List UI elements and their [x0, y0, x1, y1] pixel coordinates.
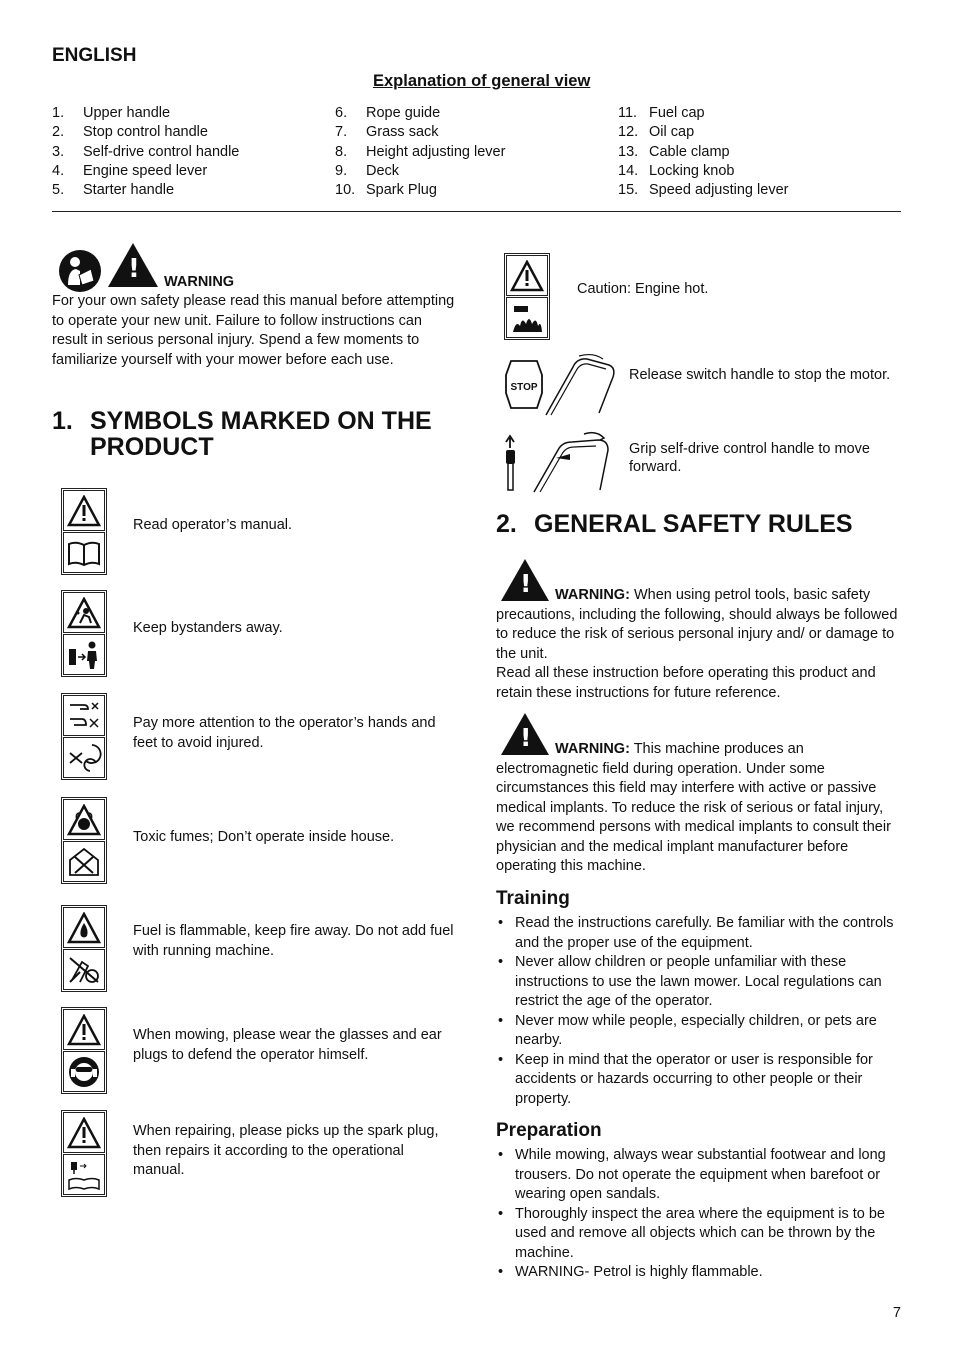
- section2-title: 2. GENERAL SAFETY RULES: [496, 510, 853, 538]
- warning-icon: [506, 255, 548, 296]
- warning-label: WARNING: [164, 274, 235, 290]
- warning-icon: [63, 490, 105, 531]
- hot-surface-text: Caution: Engine hot.: [577, 281, 709, 297]
- part-item: 15. Speed adjusting lever: [618, 182, 789, 199]
- intro-warning-text: For your own safety please read this manual before attempting to operate your new unit. Failure to follow instructions can result in serious personal injury. Spend a few moments to familiarize yourself with your mower before each use.: [52, 293, 455, 368]
- training-list: [496, 914, 901, 1109]
- symbol-box: [61, 488, 107, 575]
- part-item: 2. Stop control handle: [52, 124, 208, 141]
- list-item: • Read the instructions carefully. Be familiar with the controls and the proper use of the equipment.: [496, 914, 901, 953]
- part-item: 1. Upper handle: [52, 105, 171, 121]
- rotating-blade-icon: [63, 737, 105, 778]
- preparation-heading: Preparation: [496, 1120, 602, 1141]
- flying-debris-icon: [63, 592, 105, 633]
- list-item: • Never allow children or people unfamiliar with these instructions to use the lawn mower. Local regulations can restrict the age of the operator.: [496, 953, 901, 1012]
- language-heading: ENGLISH: [52, 45, 137, 66]
- book-icon: [63, 532, 105, 573]
- symbol-box: [61, 1110, 107, 1197]
- part-item: 10. Spark Plug: [335, 182, 437, 199]
- warning-icon: [63, 1112, 105, 1153]
- toxic-fumes-icon: [63, 799, 105, 840]
- hand-foot-icon: [63, 695, 105, 736]
- symbol-description: Read operator’s manual.: [133, 517, 293, 533]
- list-item: • Keep in mind that the operator or user is responsible for accidents or hazards occurring to other people or their property.: [496, 1051, 901, 1110]
- symbol-box: [61, 905, 107, 992]
- list-item: • WARNING- Petrol is highly flammable.: [496, 1263, 901, 1283]
- stop-handle-text: Release switch handle to stop the motor.: [629, 367, 891, 383]
- part-item: 4. Engine speed lever: [52, 162, 208, 179]
- part-item: 3. Self-drive control handle: [52, 143, 240, 160]
- section1-title: 1. SYMBOLS MARKED ON THE PRODUCT: [52, 407, 432, 461]
- eye-ear-protection-icon: [63, 1051, 105, 1092]
- no-indoor-icon: [63, 841, 105, 882]
- hot-surface-symbol: [504, 253, 550, 340]
- page-number: 7: [892, 1305, 901, 1321]
- symbol-box: [61, 693, 107, 780]
- symbol-description: Toxic fumes; Don’t operate inside house.: [133, 829, 395, 845]
- general-view-title: Explanation of general view: [373, 72, 591, 90]
- part-item: 8. Height adjusting lever: [335, 143, 506, 160]
- part-item: 11. Fuel cap: [618, 105, 705, 121]
- symbol-description: Keep bystanders away.: [133, 620, 283, 636]
- parts-list-col2: [335, 104, 505, 200]
- spark-plug-manual-icon: [63, 1154, 105, 1195]
- part-item: 12. Oil cap: [618, 124, 695, 141]
- symbol-description: Pay more attention to the operator’s hands and feet to avoid injured.: [133, 715, 436, 751]
- symbol-description: When mowing, please wear the glasses and ear plugs to defend the operator himself.: [133, 1027, 442, 1063]
- symbol-box: [61, 590, 107, 677]
- warning-icon: [108, 243, 158, 287]
- bystander-icon: [63, 634, 105, 675]
- svg-text:STOP: STOP: [510, 382, 538, 393]
- symbol-description: When repairing, please picks up the spark plug, then repairs it according to the operational manual.: [133, 1123, 439, 1178]
- flame-warning-icon: [63, 907, 105, 948]
- training-heading: Training: [496, 888, 570, 909]
- symbol-box: [61, 797, 107, 884]
- parts-list-col3: [618, 104, 788, 200]
- part-item: 14. Locking knob: [618, 162, 735, 179]
- part-item: 7. Grass sack: [335, 124, 439, 141]
- part-item: 9. Deck: [335, 162, 400, 179]
- warning1-paragraph: WARNING: When using petrol tools, basic safety precautions, including the following, should always be followed to reduce the risk of serious personal injury and/ or damage to the unit. Read all these instruction before operating this product and retain these instructions for future reference.: [496, 587, 898, 701]
- parts-list-col1: [52, 104, 239, 200]
- symbol-box: [61, 1007, 107, 1094]
- no-refuel-icon: [63, 949, 105, 990]
- self-drive-handle-icon: [500, 428, 620, 494]
- hot-surface-icon: [506, 297, 548, 338]
- warning-icon: [63, 1009, 105, 1050]
- symbol-description: Fuel is flammable, keep fire away. Do not add fuel with running machine.: [133, 923, 454, 959]
- warning2-paragraph: WARNING: This machine produces an electromagnetic field during operation. Under some circumstances this field may interfere with active or passive medical implants. To reduce the risk of serious or fatal injury, we recommend persons with medical implants to consult their physician and the medical implant manufacturer before operating this machine.: [496, 741, 891, 874]
- self-drive-handle-text: Grip self-drive control handle to move forward.: [629, 441, 870, 475]
- stop-handle-icon: [501, 353, 619, 419]
- part-item: 5. Starter handle: [52, 182, 175, 199]
- part-item: 13. Cable clamp: [618, 143, 730, 160]
- read-manual-icon: [58, 249, 102, 293]
- list-item: • While mowing, always wear substantial footwear and long trousers. Do not operate the equipment when barefoot or wearing open sandals.: [496, 1146, 901, 1205]
- list-item: • Thoroughly inspect the area where the equipment is to be used and remove all objects which can be thrown by the machine.: [496, 1205, 901, 1264]
- list-item: • Never mow while people, especially children, or pets are nearby.: [496, 1012, 901, 1051]
- part-item: 6. Rope guide: [335, 105, 441, 121]
- divider: [52, 211, 901, 212]
- preparation-list: [496, 1146, 901, 1283]
